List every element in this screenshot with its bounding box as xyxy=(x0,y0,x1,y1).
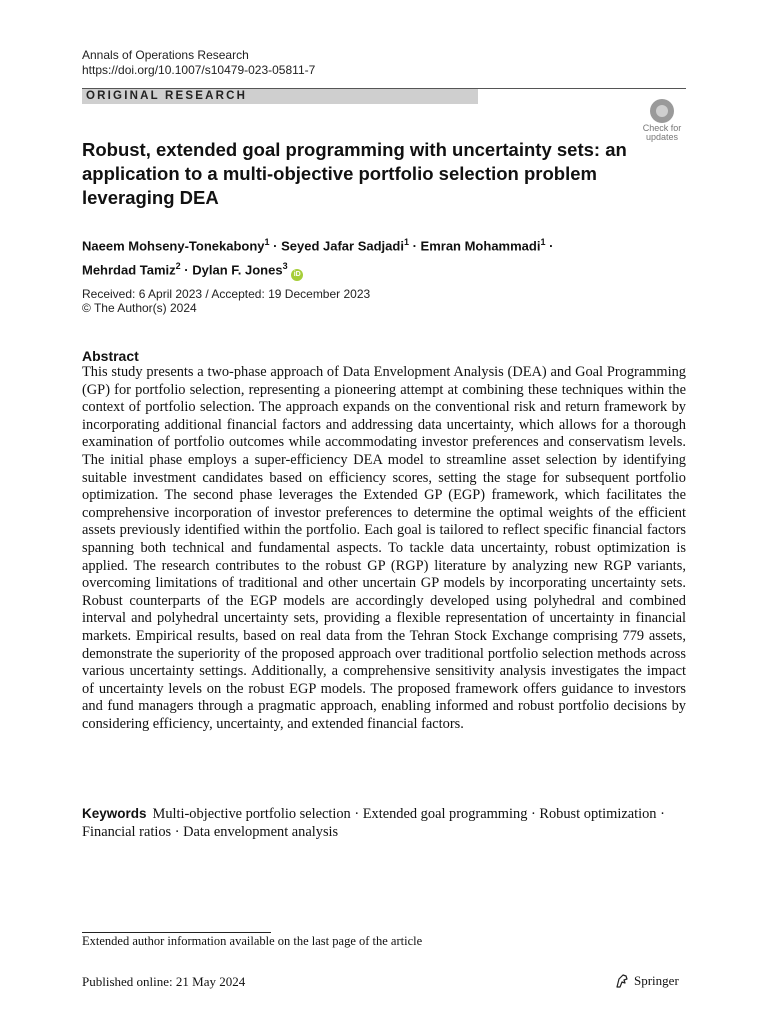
author-list: Naeem Mohseny-Tonekabony$^1$ · Seyed Jafar Sadjadi$^1$ · Emran Mohammadi$^1$ · Mehrdad Tamiz$^2$ · Dylan F. Jones$^3$ iD xyxy=(82,232,682,281)
author-name[interactable]: Seyed Jafar Sadjadi xyxy=(281,238,404,254)
check-for-updates-icon xyxy=(650,99,674,123)
author-name[interactable]: Emran Mohammadi xyxy=(420,238,541,254)
doi-link[interactable]: https://doi.org/10.1007/s10479-023-05811-7 xyxy=(82,63,316,77)
orcid-icon[interactable]: iD xyxy=(291,269,303,281)
publisher-name: Springer xyxy=(634,973,679,988)
author-affiliation: 1 xyxy=(540,237,546,247)
author-affiliation: 1 xyxy=(264,237,270,247)
footnote-rule xyxy=(82,932,271,933)
springer-horse-icon xyxy=(614,973,630,989)
keywords-list: Multi-objective portfolio selection · Extended goal programming · Robust optimization · Financial ratios · Data envelopment analysis xyxy=(82,806,665,840)
copyright-notice: © The Author(s) 2024 xyxy=(82,301,197,315)
abstract-text: This study presents a two-phase approach of Data Envelopment Analysis (DEA) and Goal Programming (GP) for portfolio selection, representing a pioneering attempt at combining these techniques within the context of portfolio selection. The approach expands on the conventional risk and return framework by incorporating additional financial factors and addressing data uncertainty, which allows for a thorough examination of portfolio outcomes while accommodating investor preferences and conservatism levels. The initial phase employs a super-efficiency DEA model to streamline asset selection by identifying suitable investment candidates based on efficiency scores, setting the stage for subsequent portfolio optimization. The second phase leverages the Extended GP (EGP) framework, which facilitates the comprehensive incorporation of investor preferences to determine the optimal weights of the efficient assets previously identified within the portfolio. Each goal is tailored to reflect specific financial factors spanning both technical and fundamental aspects. To tackle data uncertainty, robust optimization is applied. The research contributes to the robust GP (RGP) literature by analyzing new RGP variants, overcoming limitations of traditional and other uncertain GP models by incorporating uncertainty sets. Robust counterparts of the EGP models are accordingly developed using polyhedral and combined interval and polyhedral uncertainty sets, providing a flexible representation of uncertainty in financial markets. Empirical results, based on real data from the Tehran Stock Exchange comprising 779 assets, demonstrate the superiority of the proposed approach over traditional portfolio selection methods across various uncertainty settings. Additionally, a comprehensive sensitivity analysis investigates the impact of uncertainty levels on the robust EGP models. The proposed framework offers guidance to investors and fund managers through a pragmatic approach, enabling informed and robust portfolio decisions by considering efficiency, uncertainty, and extended financial factors. xyxy=(82,364,686,732)
abstract-heading: Abstract xyxy=(82,348,139,364)
received-dates: Received: 6 April 2023 / Accepted: 19 December 2023 xyxy=(82,287,371,301)
publisher-logo[interactable] xyxy=(614,972,679,990)
check-for-updates-label: Check for updates xyxy=(642,123,682,142)
keywords-label: Keywords xyxy=(82,806,147,821)
author-name[interactable]: Naeem Mohseny-Tonekabony xyxy=(82,238,265,254)
article-type-banner: ORIGINAL RESEARCH xyxy=(82,89,478,104)
author-affiliation: 2 xyxy=(175,261,181,272)
published-date: Published online: 21 May 2024 xyxy=(82,974,246,989)
article-title: Robust, extended goal programming with uncertainty sets: an application to a multi-objective portfolio selection problem leveraging DEA xyxy=(82,139,627,208)
author-affiliation: 1 xyxy=(403,237,409,247)
footnote: Extended author information available on the last page of the article xyxy=(82,934,423,948)
check-for-updates-badge[interactable] xyxy=(636,97,688,143)
keywords-line xyxy=(82,805,686,841)
author-name[interactable]: Dylan F. Jones xyxy=(192,262,283,278)
author-name[interactable]: Mehrdad Tamiz xyxy=(82,262,176,278)
author-affiliation: 3 xyxy=(282,261,288,272)
journal-name: Annals of Operations Research xyxy=(82,48,249,62)
